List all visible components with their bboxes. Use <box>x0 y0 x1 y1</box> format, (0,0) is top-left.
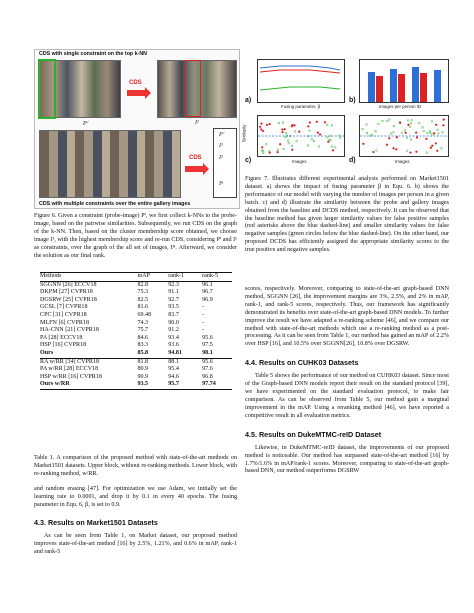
table-cell-value: 91.1 <box>168 289 179 296</box>
scatter-point <box>386 144 388 146</box>
scatter-point <box>339 137 341 139</box>
table-cell-value: - <box>202 311 205 318</box>
scatter-point <box>288 142 290 144</box>
scatter-point <box>291 145 293 147</box>
table-1-caption: Table 1. A comparison of the proposed method with state-of-the-art methods on Market1501 datasets. Upper block, without re-ranking methods. Lower block, with re-ranking method, w/RR. <box>34 455 237 477</box>
scatter-point <box>408 124 410 126</box>
figure-6 <box>34 49 240 209</box>
plot-a-series-2 <box>260 70 340 73</box>
scatter-point <box>423 130 425 132</box>
table-cell-value: - <box>202 304 205 311</box>
table-cell-value: 90.0 <box>168 319 179 326</box>
table-cell-method: HA-CNN [21] CVPR18 <box>40 327 99 334</box>
scatter-point <box>283 148 285 150</box>
table-cell-value: 93.6 <box>168 342 179 349</box>
table-cell-method: GCSL [7] CVPR18 <box>40 304 88 311</box>
table-cell-value: 84.6 <box>137 334 149 341</box>
figure-6-bottom-title: CDS with multiple constraints over the entire gallery images <box>39 201 191 207</box>
scatter-point <box>401 132 403 134</box>
plot-d <box>359 115 449 157</box>
symbol-i1-bottom: I¹ <box>219 143 223 149</box>
table-cell-value: 95.6 <box>202 334 213 341</box>
scatter-point <box>393 147 395 149</box>
scatter-point <box>318 146 320 148</box>
scatter-point <box>386 120 388 122</box>
figure-6-caption: Figure 6. Given a constraint (probe-image) Pⁱ, we first collect k-NNs to the probe-image, based on the pairwise similarities. Subsequently, we run CDS on the graph of the k-NN. Then, based on the cluster membership score obtained, we choose image I¹, with the highest membership score and re-run CDS, considering Pⁱ and I¹ as constraints, over the graph of the all set of images, Iᴴ. Afterward, we consider the solution as our final rank. <box>34 213 237 259</box>
scatter-point <box>442 131 444 133</box>
scatter-point <box>415 132 417 134</box>
left-column-lower <box>34 455 237 557</box>
plot-a-series-3 <box>260 87 340 90</box>
scatter-point <box>438 133 440 135</box>
scatter-point <box>373 151 375 153</box>
table-cell-value: 96.8 <box>202 373 213 380</box>
scatter-point <box>422 127 424 129</box>
plot-b-bar-7 <box>434 70 441 102</box>
scatter-point <box>435 124 437 126</box>
scatter-point <box>410 152 412 154</box>
scatter-point <box>388 137 390 139</box>
scatter-point <box>298 131 300 133</box>
table-cell-value: 95.4 <box>168 366 179 373</box>
scatter-point <box>431 121 433 123</box>
table-cell-method: HSP [16] CVPR18 <box>40 342 87 349</box>
scatter-point <box>282 129 284 131</box>
table-cell-value: 97.5 <box>202 342 213 349</box>
table-cell-value: 93.5 <box>168 304 179 311</box>
scatter-point <box>331 146 333 148</box>
scatter-point <box>409 126 411 128</box>
scatter-point <box>262 152 264 154</box>
table-cell-value: 96.1 <box>202 281 213 288</box>
cds-label-bottom: CDS <box>189 155 202 161</box>
scatter-point <box>326 124 328 126</box>
plot-c-ylabel: Similarity <box>241 124 247 143</box>
right-column <box>245 176 449 255</box>
table-cell-value: 74.3 <box>137 319 149 326</box>
table-cell-value: 83.3 <box>137 342 149 349</box>
scatter-point <box>317 132 319 134</box>
scatter-point <box>405 132 407 134</box>
table-header-rank5: rank-5 <box>202 273 218 279</box>
right-paragraph-2: Table 5 shows the performance of our method on CUHK03 dataset. Since most of the Graph-based DNN models report their result on the standard protocol [39], we have experimented on the standard evaluation protocol, to make fair comparison. As can be observed from Table 5, our method gain a marginal improvement in the mAP. Using a reranking method [46], we have reported a competitive result in all evaluation metrics. <box>245 373 449 419</box>
scatter-point <box>362 128 364 130</box>
scatter-point <box>284 128 286 130</box>
scatter-point <box>278 122 280 124</box>
plot-b-bar-3 <box>390 69 397 102</box>
table-cell-value: 94.81 <box>168 349 182 356</box>
plot-b-bar-6 <box>420 73 427 102</box>
table-cell-method: MLFN [6] CVPR18 <box>40 319 90 326</box>
scatter-point <box>410 123 412 125</box>
table-cell-method: Ours w/RR <box>40 381 70 388</box>
symbol-i1-top: I¹ <box>195 120 199 126</box>
scatter-point <box>396 136 398 138</box>
table-header-rank1: rank-1 <box>168 273 185 279</box>
scatter-point <box>261 123 263 125</box>
figure-7 <box>241 59 450 170</box>
plot-d-xlabel: Images <box>395 159 410 164</box>
right-paragraph-3: Likewise, in DukeMTMC-reID dataset, the improvements of our proposed method is noticeable. Our method has surpassed state-of-the-art method [16] by 1.7%/1.6% in mAP/rank-1 scores. Moreover, comparing to state-of-the-art graph-based DNN, our method outperforms DGSRW <box>245 444 449 475</box>
scatter-point <box>307 126 309 128</box>
table-cell-method: RA w/RR [34] CVPR18 <box>40 358 100 365</box>
scatter-point <box>296 140 298 142</box>
figure-7-label-b: b) <box>349 97 356 104</box>
table-cell-method: DKPM [27] CVPR18 <box>40 289 93 296</box>
scatter-point <box>332 149 334 151</box>
scatter-point <box>416 137 418 139</box>
plot-b-svg <box>360 60 448 102</box>
scatter-point <box>433 132 435 134</box>
scatter-point <box>291 125 293 127</box>
plot-a-xlabel: Fusing parameter, β <box>281 104 321 109</box>
table-cell-value: 85.8 <box>137 349 149 356</box>
table-cell-value: 75.7 <box>137 327 149 334</box>
scatter-point <box>285 132 287 134</box>
scatter-point <box>313 140 315 142</box>
scatter-point <box>393 125 395 127</box>
scatter-point <box>407 120 409 122</box>
scatter-point <box>406 150 408 152</box>
table-cell-value: 95.7 <box>168 381 179 388</box>
scatter-point <box>395 148 397 150</box>
table-cell-value: 88.1 <box>168 358 179 365</box>
scatter-point <box>261 146 263 148</box>
table-cell-value: 82.8 <box>137 281 149 288</box>
scatter-point <box>277 149 279 151</box>
scatter-point <box>316 121 318 123</box>
cds-label-top: CDS <box>129 80 142 86</box>
table-cell-value: 90.9 <box>137 373 149 380</box>
table-cell-value: 93.5 <box>137 381 149 388</box>
scatter-point <box>279 143 281 145</box>
table-row <box>40 335 232 343</box>
table-cell-method: PA w/RR [28] ECCV18 <box>40 366 99 373</box>
scatter-point <box>309 122 311 124</box>
symbol-i2-bottom: I² <box>219 155 223 161</box>
plot-b <box>359 59 449 103</box>
left-column <box>34 213 237 260</box>
section-4-5-heading: 4.5. Results on DukeMTMC-reID Dataset <box>245 429 382 439</box>
scatter-point <box>262 130 264 132</box>
plot-c-svg <box>258 116 344 156</box>
table-row <box>40 297 232 305</box>
table-cell-value: 82.5 <box>137 296 149 303</box>
scatter-point <box>269 123 271 125</box>
section-4-4-heading: 4.4. Results on CUHK03 Datasets <box>245 358 359 368</box>
scatter-point <box>393 131 395 133</box>
section-4-3-heading: 4.3. Results on Market1501 Datasets <box>34 518 158 528</box>
table-cell-value: 93.4 <box>168 334 179 341</box>
table-cell-value: - <box>202 327 205 334</box>
scatter-point <box>366 132 368 134</box>
scatter-point <box>324 121 326 123</box>
scatter-point <box>282 122 284 124</box>
table-1 <box>40 272 232 390</box>
figure-7-label-d: d) <box>349 157 356 164</box>
scatter-point <box>291 149 293 151</box>
table-cell-value: 92.3 <box>168 281 179 288</box>
table-row <box>40 366 232 374</box>
scatter-point <box>436 150 438 152</box>
probe-highlight-box <box>38 59 56 119</box>
table-cell-value: 81.8 <box>137 358 149 365</box>
scatter-point <box>443 119 445 121</box>
table-row <box>40 281 232 289</box>
table-cell-value: 95.6 <box>202 358 213 365</box>
plot-c-xlabel: Images <box>292 159 307 164</box>
scatter-point <box>431 145 433 147</box>
scatter-point <box>404 129 406 131</box>
plot-b-bar-5 <box>412 67 419 102</box>
scatter-point <box>277 151 279 153</box>
table-cell-method: Ours <box>40 349 54 356</box>
left-paragraph-1: and random erasing [47]. For optimization we use Adam, we initially set the learning rate to 0.0001, and drop it by 0.1 in every 40 epochs. The fusing parameter in Equ. 6, β, is set to 0.9. <box>34 485 237 508</box>
figure-7-label-a: a) <box>245 97 252 104</box>
table-cell-value: 97.74 <box>202 381 216 388</box>
scatter-point <box>311 138 313 140</box>
symbol-in-bottom: Iⁿ <box>219 181 223 187</box>
table-row <box>40 358 232 366</box>
scatter-point <box>363 143 365 145</box>
gallery-photo-grid <box>39 130 181 198</box>
plot-a-series-1 <box>260 66 340 70</box>
scatter-point <box>382 120 384 122</box>
scatter-point <box>259 126 261 128</box>
table-cell-value: 92.7 <box>168 296 179 303</box>
arrow-bottom-icon <box>185 166 203 172</box>
table-header-row <box>40 273 232 282</box>
scatter-point <box>410 139 412 141</box>
scatter-point <box>437 129 439 131</box>
scatter-point <box>260 129 262 131</box>
scatter-point <box>327 141 329 143</box>
selected-image-box <box>185 60 201 117</box>
plot-b-bar-1 <box>368 72 375 102</box>
scatter-point <box>432 134 434 136</box>
table-cell-value: 81.6 <box>137 304 149 311</box>
scatter-point <box>426 132 428 134</box>
table-row <box>40 374 232 382</box>
scatter-point <box>327 136 329 138</box>
plot-b-xlabel: Images per person ID <box>379 104 422 109</box>
scatter-point <box>390 133 392 135</box>
figure-7-label-c: c) <box>245 157 252 164</box>
scatter-point <box>418 122 420 124</box>
scatter-point <box>287 140 289 142</box>
table-cell-value: 98.1 <box>202 349 213 356</box>
plot-a <box>257 59 345 103</box>
scatter-point <box>388 119 390 121</box>
scatter-point <box>294 131 296 133</box>
scatter-point <box>441 147 443 149</box>
table-cell-value: 89.9 <box>137 366 149 373</box>
plot-a-svg <box>258 60 344 102</box>
table-row <box>40 350 232 358</box>
plot-b-bar-2 <box>376 76 383 102</box>
scatter-point <box>430 147 432 149</box>
scatter-point <box>285 136 287 138</box>
table-row <box>40 289 232 297</box>
scatter-point <box>282 131 284 133</box>
figure-7-caption: Figure 7. Illustrates different experimental analysis performed on Market1501 dataset. a) shows the impact of fusing parameter β in Equ. 6. b) shows the performance of our model with varying the number of images per person in a given batch. c) and d) illustrate the similarity between the probe and gallery images obtained from the baseline and DCDS method, respectively. It can be observed that the baseline method has given larger similarity values for false positive samples (red asterisks above the blue dashed-line) and smaller similarity values for false negative samples (green circles below the blue dashed-line). On the other hand, our proposed DCDS has efficiently assigned the appropriate similarity scores to the true positive and negative samples. <box>245 176 449 254</box>
scatter-point <box>309 130 311 132</box>
scatter-point <box>426 152 428 154</box>
table-cell-value: 94.6 <box>168 373 179 380</box>
arrow-top-icon <box>127 90 145 96</box>
table-cell-value: 97.6 <box>202 366 213 373</box>
table-cell-value: 91.2 <box>168 327 179 334</box>
table-cell-method: PA [28] ECCV18 <box>40 334 83 341</box>
table-row <box>40 312 232 320</box>
scatter-point <box>307 145 309 147</box>
symbol-pi-bottom: Pⁱ <box>219 132 224 138</box>
scatter-point <box>399 122 401 124</box>
table-cell-method: HSP w/RR [16] CVPR18 <box>40 373 102 380</box>
plot-c <box>257 115 345 157</box>
table-row <box>40 342 232 350</box>
scatter-point <box>406 137 408 139</box>
scatter-point <box>366 124 368 126</box>
table-cell-value: 96.9 <box>202 296 213 303</box>
scatter-point <box>294 124 296 126</box>
table-row <box>40 327 232 335</box>
left-paragraph-2: As can be seen from Table 1, on Market dataset, our proposed method improves state-of-the-art method [16] by 2.5%, 1.21%, and 0.6% in mAP, rank-1 and rank-5 <box>34 533 237 556</box>
scatter-point <box>426 138 428 140</box>
ranked-result-column <box>213 128 237 198</box>
table-cell-value: 96.7 <box>202 289 213 296</box>
table-row <box>40 320 232 328</box>
scatter-point <box>319 134 321 136</box>
scatter-point <box>376 150 378 152</box>
scatter-point <box>411 119 413 121</box>
scatter-point <box>265 143 267 145</box>
scatter-point <box>378 123 380 125</box>
table-cell-value: 75.3 <box>137 289 149 296</box>
scatter-point <box>443 124 445 126</box>
scatter-point <box>334 147 336 149</box>
table-cell-value: 83.7 <box>168 311 179 318</box>
symbol-pi-top: Pⁱ <box>83 121 88 127</box>
figure-6-top-title: CDS with single constraint on the top k-NN <box>39 51 147 57</box>
scatter-point <box>435 143 437 145</box>
plot-d-svg <box>360 116 448 156</box>
table-cell-method: CPC [31] CVPR18 <box>40 311 87 318</box>
table-cell-method: SGGNN [26] ECCV18 <box>40 281 97 288</box>
table-row <box>40 304 232 312</box>
right-paragraph-1: scores, respectively. Moreover, comparing to state-of-the-art graph-based DNN method, SGGNN [26], the improvement margins are 3%, 2.5%, and 2% in mAP, rank-1, and rank-5 scores, respectively. Thus, our framework has significantly demonstrated its benefits over state-of-the-art graph-based DNN models. To further improve the result we have adapted a re-ranking scheme [46], and we compare our method with state-of-the-art methods which use a re-ranking method as a post-processing. As it can be seen from Table 1, our method has gained an mAP of 2.2% over HSP [16], and 10.5% over SGGNN[26], 10.8% over DGSRW. <box>245 286 449 348</box>
table-header-map: mAP <box>137 273 150 279</box>
scatter-point <box>375 130 377 132</box>
table-header-methods: Methods <box>40 273 62 279</box>
table-cell-value: 69.48 <box>137 311 152 318</box>
scatter-point <box>331 125 333 127</box>
table-cell-value: - <box>202 319 205 326</box>
table-cell-method: DGSRW [25] CVPR18 <box>40 296 97 303</box>
table-row <box>40 381 232 389</box>
plot-b-bar-4 <box>398 74 405 102</box>
right-column-lower <box>245 286 449 476</box>
scatter-point <box>416 151 418 153</box>
scatter-point <box>266 124 268 126</box>
scatter-point <box>429 131 431 133</box>
